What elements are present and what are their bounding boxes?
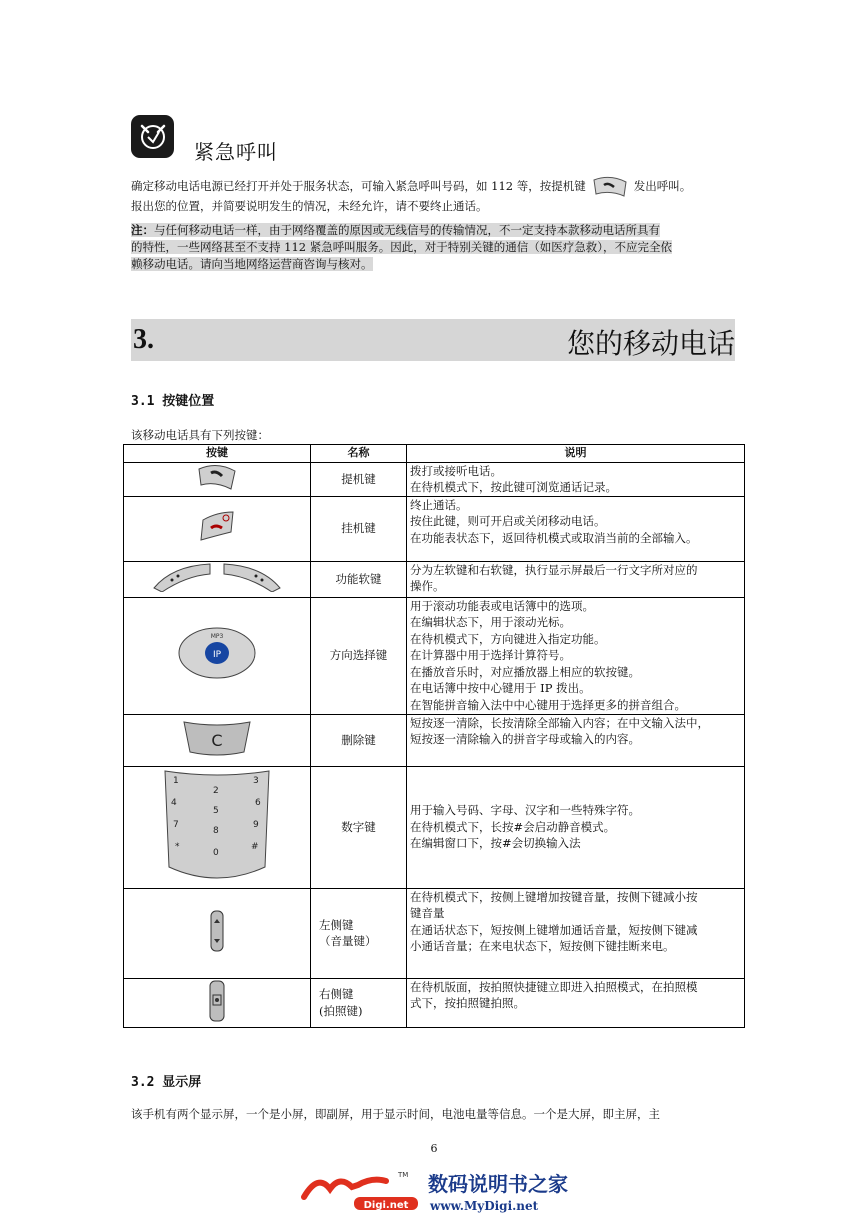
navigation-key-icon: [124, 597, 311, 714]
row-name: 挂机键: [311, 496, 407, 561]
emergency-note: [131, 222, 741, 273]
chapter-number: 3.: [133, 324, 154, 355]
note-line-1: 与任何移动电话一样，由于网络覆盖的原因或无线信号的传输情况，不一定支持本款移动电话所具有: [154, 223, 660, 237]
svg-text:4: 4: [171, 797, 177, 808]
clear-key-icon: [124, 714, 311, 766]
svg-text:MP3: MP3: [210, 633, 224, 641]
header-key: 按键: [124, 445, 311, 463]
table-row: [124, 978, 745, 1028]
row-desc: 在待机版面，按拍照快捷键立即进入拍照模式，在拍照模 式下，按拍照键拍照。: [407, 978, 745, 1028]
svg-text:7: 7: [173, 819, 179, 830]
row-desc: 终止通话。 按住此键，则可开启或关闭移动电话。 在功能表状态下，返回待机模式或取消当前的全部输入。: [407, 496, 745, 561]
svg-text:Digi.net: Digi.net: [363, 1200, 409, 1211]
table-row: [124, 462, 745, 496]
display-paragraph: 该手机有两个显示屏，一个是小屏，即副屏，用于显示时间，电池电量等信息。一个是大屏，即主屏，主: [131, 1107, 660, 1121]
svg-text:2: 2: [213, 785, 219, 796]
table-row: [124, 766, 745, 888]
row-name: 右侧键 (拍照键): [311, 978, 407, 1028]
section-heading-display: 3.2 显示屏: [131, 1075, 202, 1090]
emergency-text-2: 发出呼叫。: [633, 179, 692, 193]
svg-text:5: 5: [213, 805, 219, 816]
row-desc: 拨打或接听电话。 在待机模式下，按此键可浏览通话记录。: [407, 462, 745, 496]
svg-text:TM: TM: [398, 1171, 409, 1179]
table-row: [124, 888, 745, 978]
header-name: 名称: [311, 445, 407, 463]
emergency-title: 紧急呼叫: [194, 140, 278, 164]
svg-text:数码说明书之家: 数码说明书之家: [428, 1172, 568, 1196]
emergency-paragraph: [131, 176, 741, 215]
soft-keys-icon: [124, 561, 311, 597]
emergency-call-icon: [131, 115, 174, 158]
svg-text:www.MyDigi.net: www.MyDigi.net: [430, 1199, 539, 1213]
row-name: 左侧键 （音量键）: [311, 888, 407, 978]
end-key-icon: [124, 496, 311, 561]
svg-text:#: #: [251, 841, 259, 852]
svg-text:*: *: [175, 841, 180, 852]
mydigi-logo: [300, 1167, 580, 1215]
chapter-title: 您的移动电话: [566, 327, 735, 360]
emergency-text-1: 确定移动电话电源已经打开并处于服务状态，可输入紧急呼叫号码，如 112 等，按提机键: [131, 179, 586, 193]
note-label: 注：: [131, 223, 154, 237]
note-line-2: 的特性，一些网络甚至不支持 112 紧急呼叫服务。因此，对于特别关键的通信（如医疗急救），不应完全依: [131, 240, 673, 254]
table-row: [124, 714, 745, 766]
svg-text:9: 9: [253, 819, 259, 830]
number-keypad-icon: [124, 766, 311, 888]
camera-key-icon: [124, 978, 311, 1028]
svg-text:IP: IP: [212, 650, 222, 661]
side-volume-key-icon: [124, 888, 311, 978]
table-row: [124, 496, 745, 561]
row-name: 方向选择键: [311, 597, 407, 714]
row-desc: 用于滚动功能表或电话簿中的选项。 在编辑状态下，用于滚动光标。 在待机模式下，方向键进入指定功能。 在计算器中用于选择计算符号。 在播放音乐时，对应播放器上相应的软按键。 在电话簿中按中心键用于 IP 拨出。 在智能拼音输入法中中心键用于选择更多的拼音组合。: [407, 597, 745, 714]
table-header-row: [124, 445, 745, 463]
row-desc: 用于输入号码、字母、汉字和一些特殊字符。 在待机模式下，长按#会启动静音模式。 在编辑窗口下，按#会切换输入法: [407, 766, 745, 888]
call-key-inline-icon: [592, 176, 628, 198]
key-table: [123, 444, 745, 1028]
row-name: 提机键: [311, 462, 407, 496]
svg-text:6: 6: [255, 797, 261, 808]
row-name: 功能软键: [311, 561, 407, 597]
header-desc: 说明: [407, 445, 745, 463]
svg-text:C: C: [211, 730, 223, 750]
svg-text:8: 8: [213, 825, 219, 836]
emergency-text-3: 报出您的位置，并简要说明发生的情况，未经允许，请不要终止通话。: [131, 199, 488, 213]
row-desc: 短按逐一清除，长按清除全部输入内容；在中文输入法中， 短按逐一清除输入的拼音字母或输入的内容。: [407, 714, 745, 766]
call-key-icon: [124, 462, 311, 496]
svg-text:0: 0: [213, 847, 219, 858]
page-number: 6: [430, 1142, 438, 1155]
note-line-3: 赖移动电话。请向当地网络运营商咨询与核对。: [131, 257, 373, 271]
table-row: [124, 561, 745, 597]
section-heading-keys: 3.1 按键位置: [131, 394, 215, 409]
row-name: 删除键: [311, 714, 407, 766]
svg-text:1: 1: [173, 775, 179, 786]
row-desc: 分为左软键和右软键，执行显示屏最后一行文字所对应的 操作。: [407, 561, 745, 597]
row-name: 数字键: [311, 766, 407, 888]
row-desc: 在待机模式下，按侧上键增加按键音量，按侧下键减小按 键音量 在通话状态下，短按侧上键增加通话音量，短按侧下键减 小通话音量；在来电状态下，短按侧下键挂断来电。: [407, 888, 745, 978]
keys-intro: 该移动电话具有下列按键：: [131, 428, 269, 442]
svg-text:3: 3: [253, 775, 259, 786]
table-row: [124, 597, 745, 714]
